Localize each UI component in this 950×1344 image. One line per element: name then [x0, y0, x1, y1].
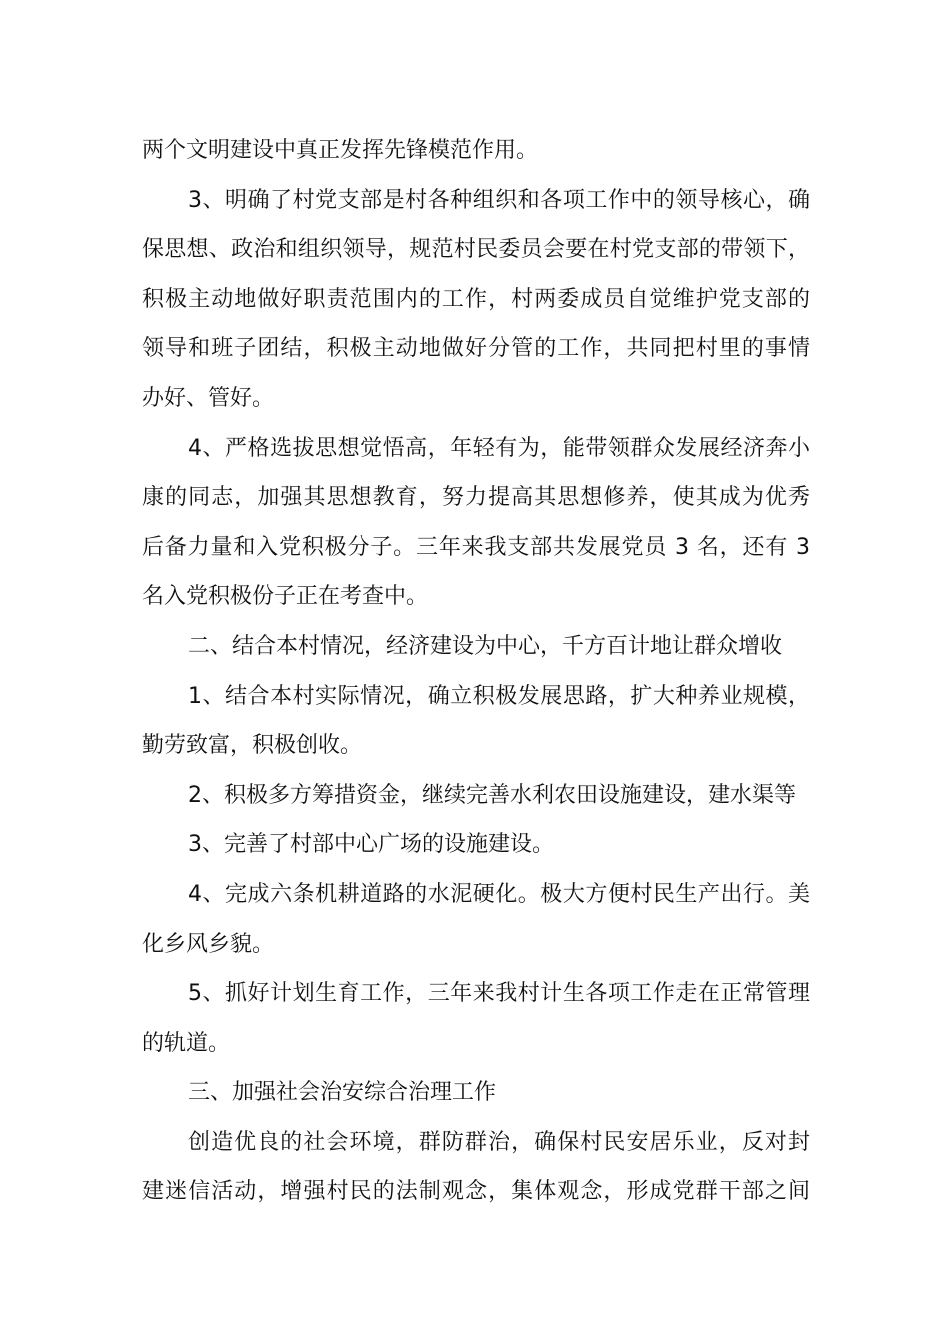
- section-heading-3: 三、加强社会治安综合治理工作: [188, 1080, 497, 1106]
- text-line: 的轨道。: [142, 1030, 231, 1056]
- paragraph-item-2: 2、积极多方筹措资金，继续完善水利农田设施建设，建水渠等: [188, 782, 796, 808]
- text-line: 办好、管好。: [142, 385, 275, 411]
- document-body: [142, 126, 810, 1217]
- text-line: 化乡风乡貌。: [142, 931, 275, 957]
- paragraph-item-4-start: 4、完成六条机耕道路的水泥硬化。极大方便村民生产出行。美: [188, 881, 810, 907]
- paragraph-start: 创造优良的社会环境，群防群治，确保村民安居乐业，反对封: [188, 1129, 810, 1155]
- paragraph-item-1-start: 1、结合本村实际情况，确立积极发展思路，扩大种养业规模，: [188, 683, 810, 709]
- paragraph-item-3: 3、完善了村部中心广场的设施建设。: [188, 832, 554, 858]
- section-heading-2: 二、结合本村情况，经济建设为中心，千方百计地让群众增收: [188, 633, 783, 659]
- paragraph-item-4-start: 4、严格选拔思想觉悟高，年轻有为，能带领群众发展经济奔小: [188, 435, 810, 461]
- text-line: 勤劳致富，积极创收。: [142, 733, 363, 759]
- text-line: 后备力量和入党积极分子。三年来我支部共发展党员 3 名，还有 3: [142, 534, 810, 560]
- text-line: 名入党积极份子正在考查中。: [142, 584, 429, 610]
- paragraph-item-5-start: 5、抓好计划生育工作，三年来我村计生各项工作走在正常管理: [188, 981, 810, 1007]
- text-line: 建迷信活动，增强村民的法制观念，集体观念，形成党群干部之间: [142, 1179, 810, 1205]
- paragraph-item-3-start: 3、明确了村党支部是村各种组织和各项工作中的领导核心，确: [188, 187, 810, 213]
- text-line: 领导和班子团结，积极主动地做好分管的工作，共同把村里的事情: [142, 336, 810, 362]
- text-line: 积极主动地做好职责范围内的工作，村两委成员自觉维护党支部的: [142, 286, 810, 312]
- text-line: 康的同志，加强其思想教育，努力提高其思想修养，使其成为优秀: [142, 485, 810, 511]
- text-line: 两个文明建设中真正发挥先锋模范作用。: [142, 138, 539, 163]
- text-line: 保思想、政治和组织领导，规范村民委员会要在村党支部的带领下，: [142, 237, 810, 263]
